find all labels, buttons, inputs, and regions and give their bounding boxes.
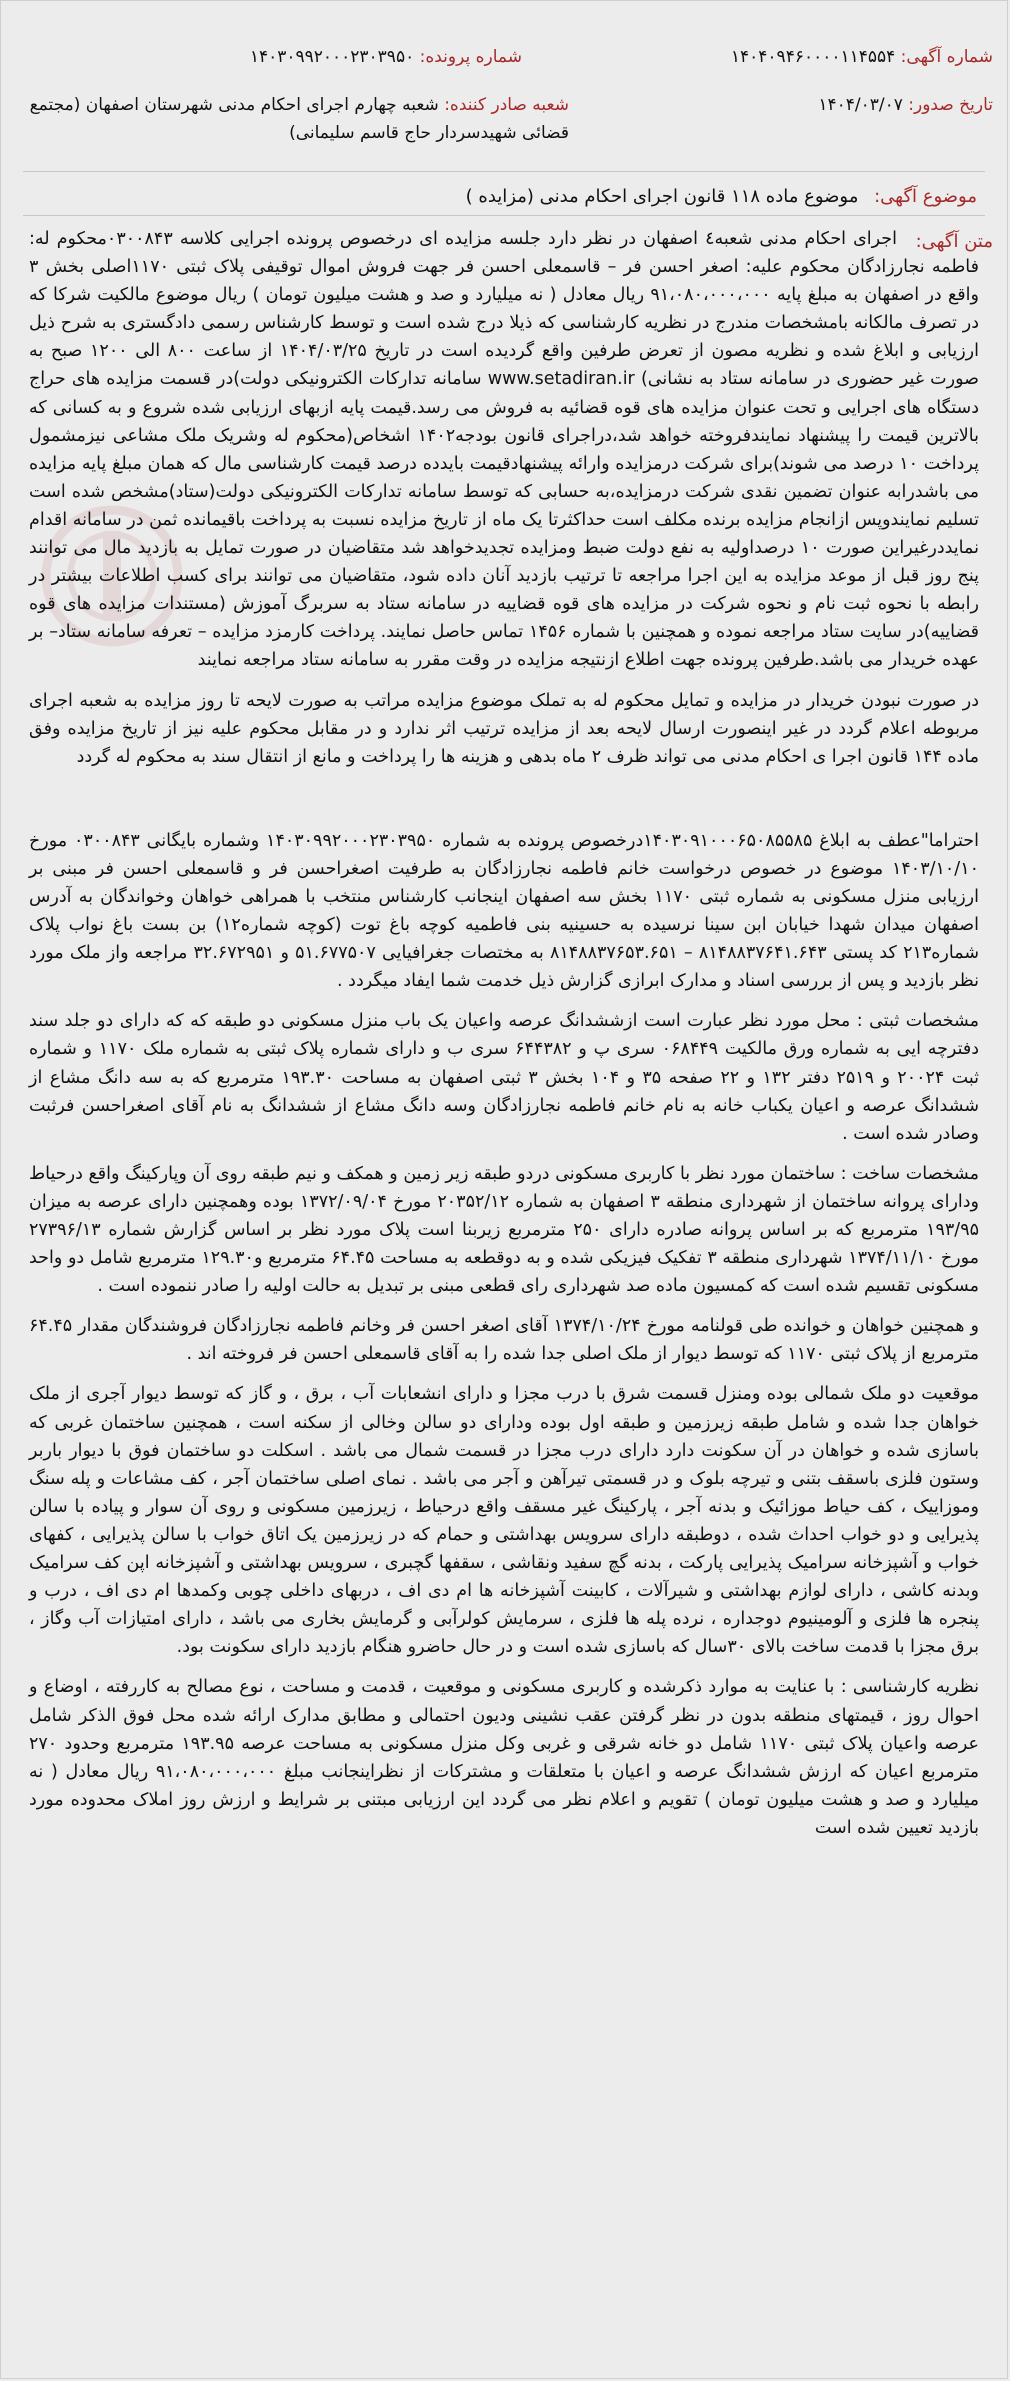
case-number: ۱۴۰۳۰۹۹۲۰۰۰۲۳۰۳۹۵۰: [249, 47, 415, 67]
ad-number-label: شماره آگهی:: [900, 47, 993, 67]
topic-value: موضوع ماده ۱۱۸ قانون اجرای احکام مدنی (مزایده ): [465, 186, 859, 207]
issue-date: ۱۴۰۴/۰۳/۰۷: [818, 95, 903, 115]
case-number-row: [250, 45, 522, 69]
header-divider: [23, 171, 985, 172]
topic-divider: [23, 215, 985, 216]
issuer-label: شعبه صادر کننده:: [444, 95, 569, 115]
ad-number-row: [731, 45, 993, 69]
ad-number: ۱۴۰۴۰۹۴۶۰۰۰۰۱۱۴۵۵۴: [730, 47, 896, 67]
issuer-line1-row: [9, 93, 569, 117]
case-number-label: شماره پرونده:: [419, 47, 522, 67]
paragraph-sale-agreement: و همچنین خواهان و خوانده طی قولنامه مورخ ۱۳۷۴/۱۰/۲۴ آقای اصغر احسن فر وخانم فاطمه نجارزادگان فروشندگان مقدار ۶۴.۴۵ مترمربع از پلاک ثبتی ۱۱۷۰ که توسط دیوار از ملک اصلی جدا شده را به آقای قاسمعلی احسن فر فروخته اند .: [29, 1316, 979, 1365]
issuer-line1: شعبه چهارم اجرای احکام مدنی شهرستان اصفهان (مجتمع: [29, 95, 439, 115]
paragraph-property-condition: موقعیت دو ملک شمالی بوده ومنزل قسمت شرق با درب مجزا و دارای انشعابات آب ، برق ، و گاز که توسط دیوار آجری از ملک خواهان جدا شده و شامل طبقه زیرزمین و طبقه اول بوده ودارای دو سالن وخالی از سکنه است ، همچنین ساختمان غربی که باسازی شده و خواهان در آن سکونت دارد دارای درب مجزا در قسمت شمال می باشد . اسکلت دو ساختمان فوق با دیوار باربر وستون فلزی باسقف بتنی و تیرچه بلوک و در قسمتی تیرآهن و آجر می باشد . نمای اصلی ساختمان آجر ، کف مشاعات و پله سنگ وموزاییک ، کف حیاط موزائیک و بدنه آجر ، پارکینگ غیر مسقف واقع درحیاط ، زیرزمین مسکونی و روی آن سوار و پیاده با سالن پذیرایی و دو خواب احداث شده ، دوطبقه دارای سرویس بهداشتی و حمام که در زیرزمین یک اتاق خواب با سالن پذیرایی ، کفهای خواب و آشپزخانه سرامیک پذیرایی پارکت ، بدنه گچ سفید ونقاشی ، سقفها گچبری ، سرویس بهداشتی و آشپزخانه اپن کف سرامیک وبدنه کاشی ، دارای لوازم بهداشتی و شیرآلات ، کابینت آشپزخانه ها ام دی اف ، دربهای داخلی چوبی وکمدها ام دی اف ، درب و پنجره ها فلزی و آلومینیوم دوجداره ، نرده پله ها فلزی ، سرمایش کولرآبی و گرمایش بخاری می باشد ، دارای امتیازات آب وگاز ، برق مجزا با قدمت ساخت بالای ۳۰سال که باسازی شده است و در حال حاضرو هنگام بازدید دارای سکونت بود.: [29, 1384, 979, 1658]
paragraph-creditor-option: در صورت نبودن خریدار در مزایده و تمایل محکوم له به تملک موضوع مزایده مراتب به صورت لایحه تا روز مزایده به شعبه اجرای مربوطه اعلام گردد در غیر اینصورت ارسال لایحه بعد از مزایده ترتیب اثر ندارد و در مقابل محکوم علیه نیز از تاریخ مزایده وفق ماده ۱۴۴ قانون اجرا ی احکام مدنی می تواند ظرف ۲ ماه بدهی و هزینه ها را پرداخت و مانع از انتقال سند به محکوم له گردد: [29, 690, 979, 767]
paragraph-construction-details: مشخصات ساخت : ساختمان مورد نظر با کاربری مسکونی دردو طبقه زیر زمین و همکف و نیم طبقه روی آن وپارکینگ واقع درحیاط ودارای پروانه ساختمان از شهرداری منطقه ۳ اصفهان به شماره ۲۰۳۵۲/۱۲ مورخ ۱۳۷۲/۰۹/۰۴ بوده وهمچنین دارای عرصه به میزان ۱۹۳/۹۵ مترمربع که بر اساس پروانه صادره دارای ۲۵۰ مترمربع زیربنا است پلاک مورد نظر بر اساس گزارش شماره ۲۷۳۹۶/۱۳ مورخ ۱۳۷۴/۱۱/۱۰ شهرداری منطقه ۳ تفکیک فیزیکی شده و به دوقطعه به مساحت ۶۴.۴۵ مترمربع و۱۲۹.۳۰ مترمربع شامل دو واحد مسکونی تقسیم شده است که کمسیون ماده صد شهرداری رای قطعی مبنی بر تبدیل به حالت اولیه را صادر ننموده است .: [29, 1163, 980, 1297]
paragraph-expert-intro: احتراما"عطف به ابلاغ ۱۴۰۳۰۹۱۰۰۰۶۵۰۸۵۵۸۵درخصوص پرونده به شماره ۱۴۰۳۰۹۹۲۰۰۰۲۳۰۳۹۵۰ وشماره بایگانی ۰۳۰۰۸۴۳ مورخ ۱۴۰۳/۱۰/۱۰ موضوع در خصوص درخواست خانم فاطمه نجارزادگان به طرفیت اصغراحسن فر و قاسمعلی احسن فر مبنی بر ارزیابی منزل مسکونی به شماره ثبتی ۱۱۷۰ بخش سه اصفهان اینجانب کارشناس منتخب با همراهی خواهان وخواندگان به آدرس اصفهان میدان شهدا خیابان ابن سینا نرسیده به حسینیه بنی فاطمیه کوچه باغ توت (کوچه شماره۱۲) بن بست باغ نواب پلاک شماره۲۱۳ کد پستی ۸۱۴۸۸۳۷۶۴۱.۶۴۳ – ۸۱۴۸۸۳۷۶۵۳.۶۵۱ به مختصات جغرافیایی ۵۱.۶۷۷۵۰۷ و ۳۲.۶۷۲۹۵۱ مراجعه واز ملک مورد نظر بازدید و پس از بررسی اسناد و مدارک ابرازی گزارش ذیل خدمت شما ایفاد میگردد .: [29, 830, 979, 992]
issuer-line2: قضائی شهیدسردار حاج قاسم سلیمانی): [289, 123, 569, 143]
ad-text-body: [29, 225, 979, 1854]
issue-date-row: [818, 93, 993, 117]
issue-date-label: تاریخ صدور:: [908, 95, 993, 115]
ad-text-label: متن آگهی:: [915, 231, 993, 252]
issuer-block: [9, 93, 569, 145]
paragraph-expert-opinion: نظریه کارشناسی : با عنایت به موارد ذکرشده و کاربری مسکونی و موقعیت ، قدمت و مساحت ، نوع مصالح به کاررفته ، اوضاع و احوال روز ، قیمتهای منطقه بدون در نظر گرفتن عقب نشینی ودیون احتمالی و مطابق مدارک ارائه شده محل فوق الذکر شامل عرصه واعیان پلاک ثبتی ۱۱۷۰ شامل دو خانه شرقی و غربی وکل منزل مسکونی به مساحت عرصه ۱۹۳.۹۵ مترمربع وحدود ۲۷۰ مترمربع اعیان که ارزش ششدانگ عرصه و اعیان با متعلقات و مشترکات از نظراینجانب مبلغ ۹۱،۰۸۰،۰۰۰،۰۰۰ ریال معادل ( نه میلیارد و صد و هشت میلیون تومان ) تقویم و اعلام نظر می گردد این ارزیابی مبتنی بر شرایط و ارزش روز املاک محدوده مورد بازدید تعیین شده است: [29, 1677, 979, 1838]
topic-row: [466, 184, 977, 210]
topic-label: موضوع آگهی:: [874, 186, 977, 207]
paragraph-registration-details: مشخصات ثبتی : محل مورد نظر عبارت است ازششدانگ عرصه واعیان یک باب منزل مسکونی دو طبقه که که دارای دو جلد سند دفترچه ایی به شماره ورق مالکیت ۰۶۸۴۴۹ سری پ و ۶۴۴۳۸۲ سری ب و دارای شماره پلاک ثبتی به شماره ملک ۱۱۷۰ و شماره ثبت ۲۰۰۲۴ و ۲۵۱۹ دفتر ۱۳۲ و ۲۲ صفحه ۳۵ و ۱۰۴ بخش ۳ ثبتی اصفهان به مساحت ۱۹۳.۳۰ مترمربع که به سه دانگ مشاع از ششدانگ عرصه و اعیان یکباب خانه به نام خانم فاطمه نجارزادگان وسه دانگ مشاع از ششدانگ به نام آقای اصغراحسن فرثبت وصادر شده است .: [29, 1011, 980, 1144]
paragraph-auction-details: اجرای احکام مدنی شعبه٤ اصفهان در نظر دارد جلسه مزایده ای درخصوص پرونده اجرایی کلاسه ۰۳۰۰۸۴۳محکوم له: فاطمه نجارزادگان محکوم علیه: اصغر احسن فر – قاسمعلی احسن فر جهت فروش اموال توقیفی پلاک ثبتی ۱۱۷۰اصلی بخش ۳ واقع در اصفهان به مبلغ پایه ۹۱،۰۸۰،۰۰۰،۰۰۰ ریال معادل ( نه میلیارد و صد و هشت میلیون تومان ) ریال موضوع مالکیت شرکا که در تصرف مالکانه بامشخصات مندرج در نظریه کارشناسی که ذیلا درج شده است و توسط کارشناس رسمی دادگستری به شرح ذیل ارزیابی و ابلاغ شده و نظریه مصون از تعرض طرفین واقع گردیده است در تاریخ ۱۴۰۴/۰۳/۲۵ از ساعت ۸۰۰ الی ۱۲۰۰ صبح به صورت غیر حضوری در سامانه ستاد به نشانی) www.setadiran.ir سامانه تدارکات الکترونیکی دولت)در قسمت مزایده های حراج دستگاه های اجرایی و تحت عنوان مزایده های قوه قضائیه به فروش می رسد.قیمت پایه ازبهای ارزیابی شده شروع و به کسانی که بالاترین قیمت را پیشنهاد نمایندفروخته خواهد شد،دراجرای قانون بودجه۱۴۰۲ اشخاص(محکوم له وشریک ملک مشاعی نیزمشمول پرداخت ۱۰ درصد می شوند)برای شرکت درمزایده وارائه پیشنهادقیمت بایدده درصد قیمت کارشناسی مال که همان مبلغ پایه مزایده می باشدرابه عنوان تضمین نقدی شرکت درمزایده،به حسابی که توسط سامانه تدارکات الکترونیکی دولت(ستاد)مشخص شده است تسلیم نمایندوپس ازانجام مزایده برنده مکلف است حداکثرتا یک ماه از تاریخ مزایده نسبت به پرداخت باقیمانده ثمن در سامانه اقدام نمایددرغیراین صورت ۱۰ درصداولیه به نفع دولت ضبط ومزایده تجدیدخواهد شد متقاضیان در صورت تمایل به بازدید مال می توانند پنج روز قبل از موعد مزایده به این اجرا مراجعه تا ترتیب بازدید آنان داده شود، متقاضیان می توانند برای کسب اطلاعات بیشتر در رابطه با نحوه ثبت نام و نحوه شرکت در مزایده های قوه قضاییه در سامانه ستاد به سربرگ آموزش (مستندات مزایده های قوه قضاییه)در سایت ستاد مراجعه نموده و همچنین با شماره ۱۴۵۶ تماس حاصل نمایند. پرداخت کارمزد مزایده – تعرفه سامانه ستاد– بر عهده خریدار می باشد.طرفین پرونده جهت اطلاع ازنتیجه مزایده در وقت مقرر به سامانه ستاد مراجعه نمایند: [29, 229, 980, 671]
